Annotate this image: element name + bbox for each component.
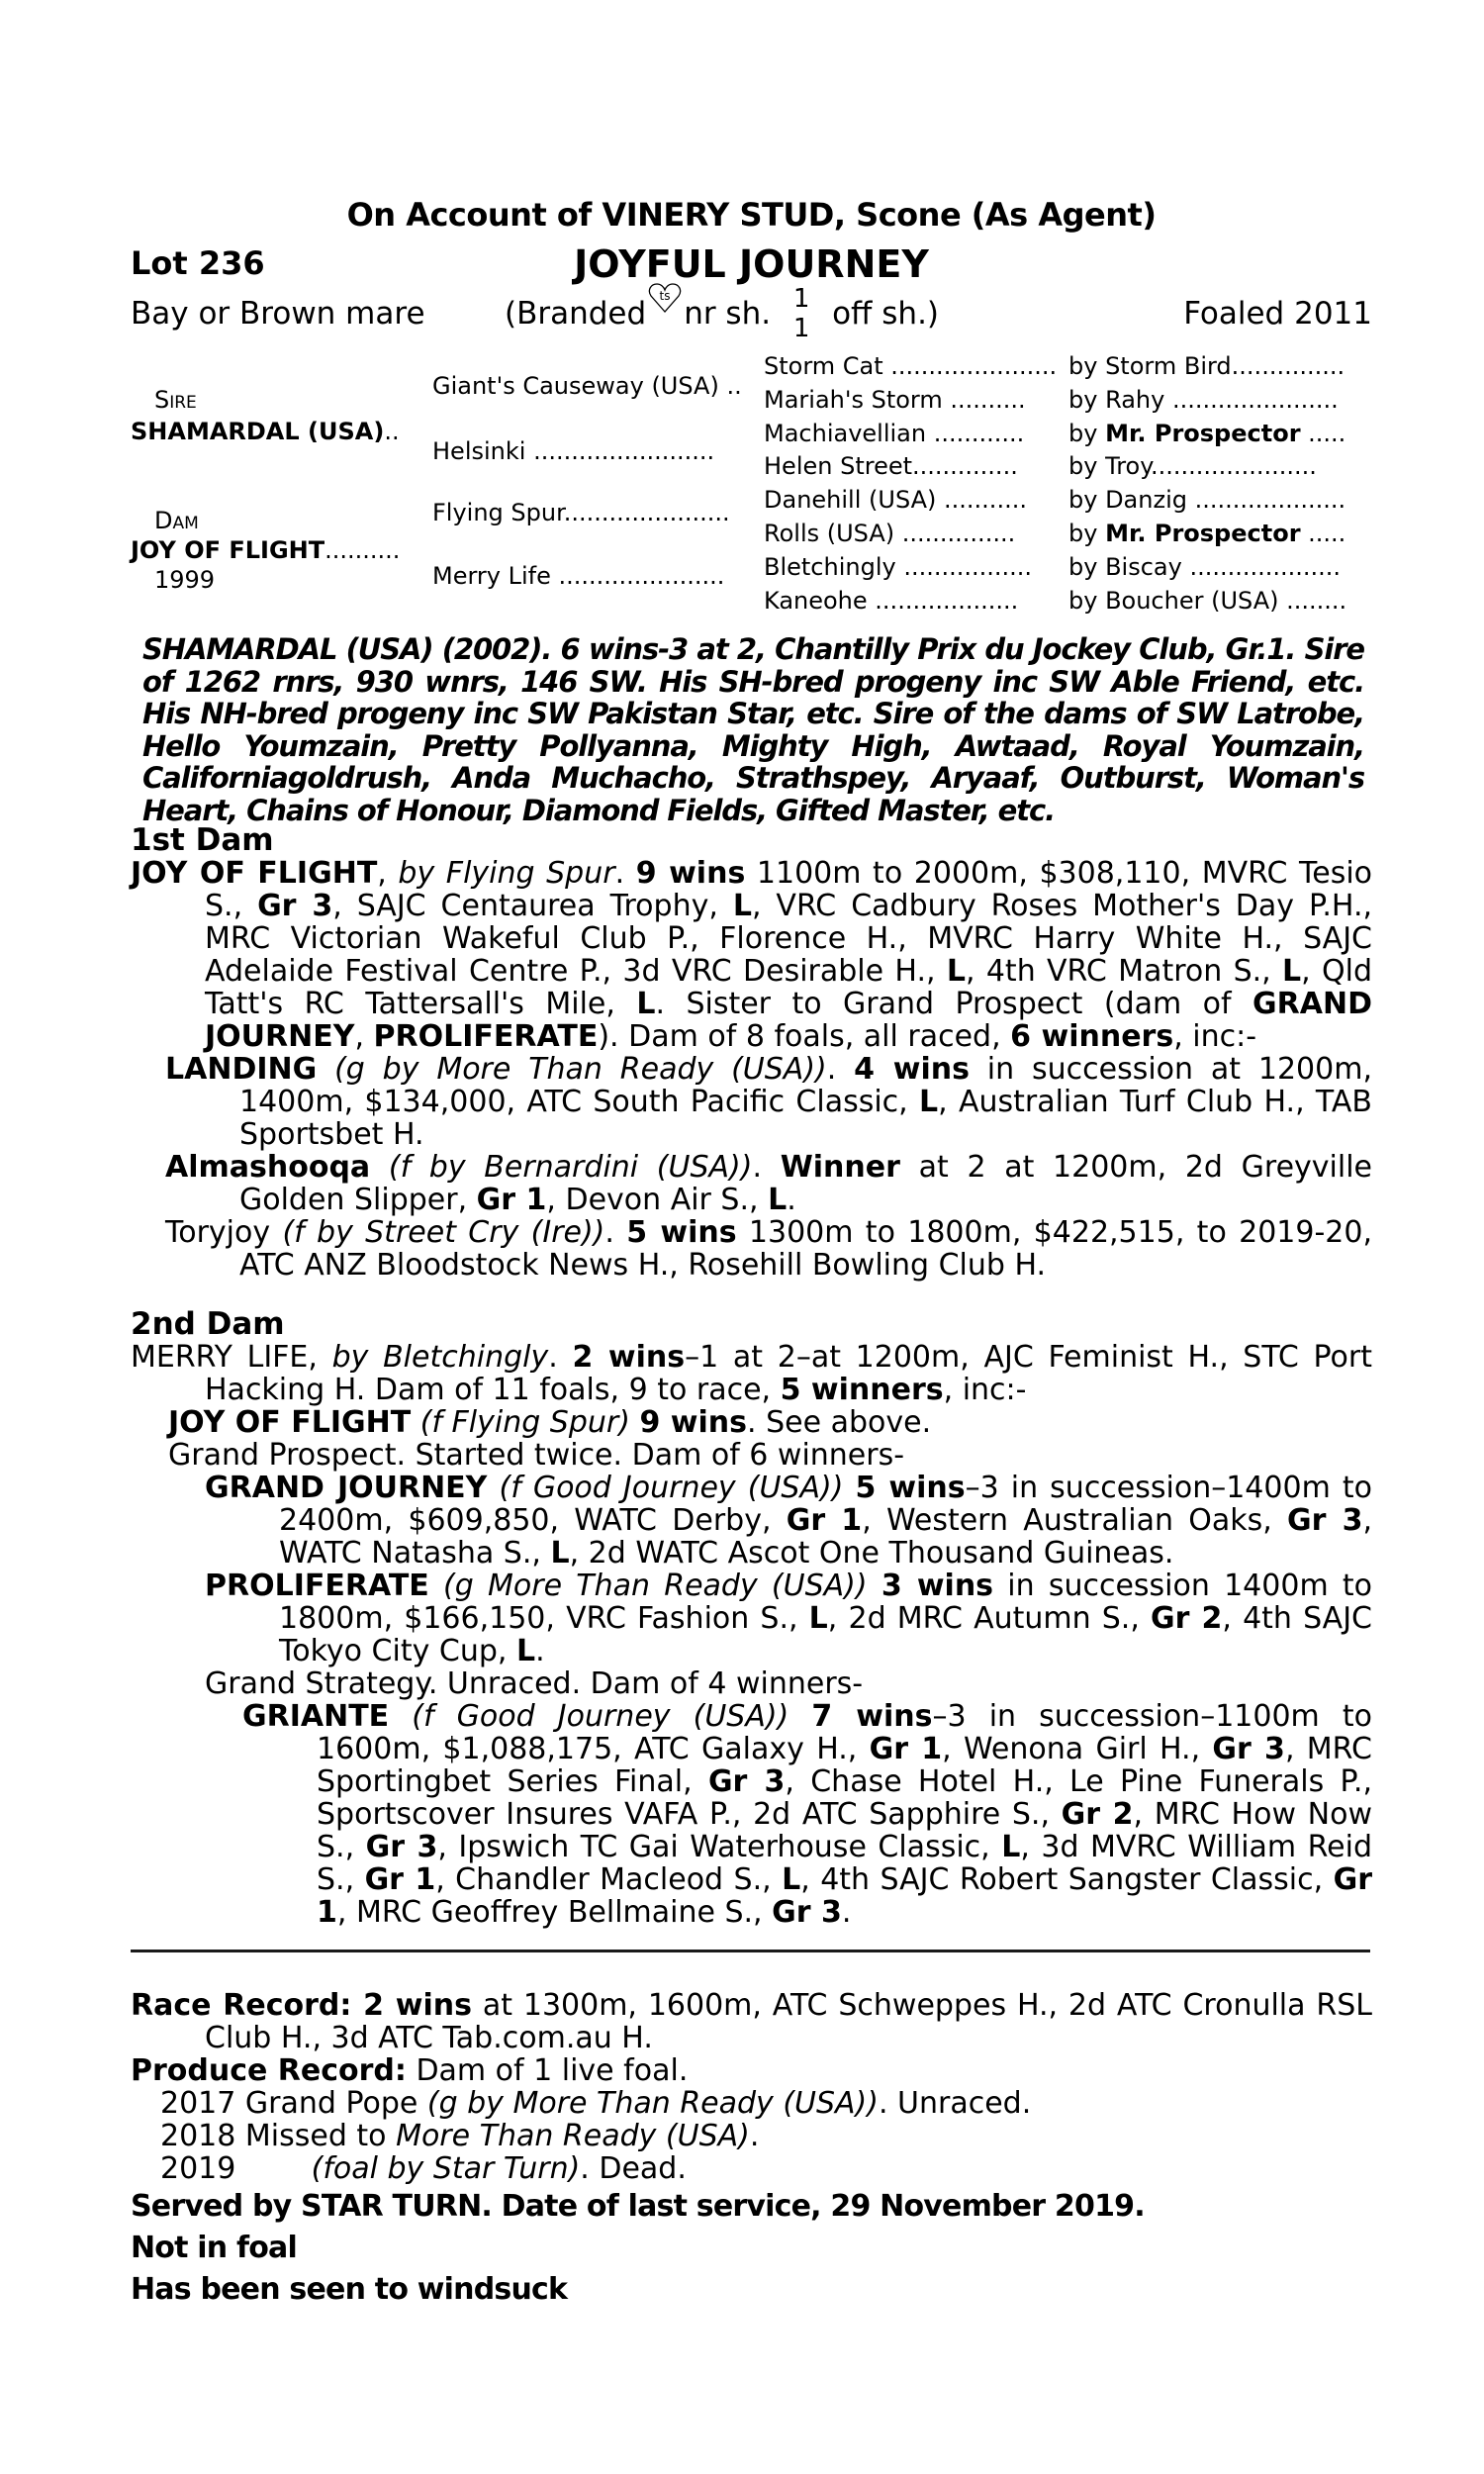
race-record: Race Record: 2 wins at 1300m, 1600m, ATC Schweppes H., 2d ATC Cronulla RSL Club H., 3d ATC Tab.com.au H. [131,1988,1372,2055]
service-info: Served by STAR TURN. Date of last service, 29 November 2019. [131,2189,1145,2224]
horse-description: Bay or Brown mare [131,296,425,332]
sire-summary: SHAMARDAL (USA) (2002). 6 wins-3 at 2, Chantilly Prix du Jockey Club, Gr.1. Sire of 1262 rnrs, 930 wnrs, 146 SW. His SH-bred progeny inc SW Able Friend, etc. His NH-bred progeny inc SW Pakistan Star, etc. Sire of the dams of SW Latrobe, Hello Youmzain, Pretty Pollyanna, Mighty High, Awtaad, Royal Youmzain, Californiagoldrush, Anda Muchacho, Strathspey, Aryaaf, Outburst, Woman's Heart, Chains of Honour, Diamond Fields, Gifted Master, etc. [142,632,1364,827]
produce-2019: 2019 (foal by Star Turn). Dead. [160,2151,687,2186]
brand-near-side: nr sh. [684,296,772,332]
great-grandparent: Bletchingly ................. [764,552,1033,581]
first-dam-heading: 1st Dam [131,822,274,858]
grandsire-sire: Giant's Causeway (USA) .. [432,372,742,400]
dam-year: 1999 [154,566,216,594]
great-grandparent: Storm Cat ...................... [764,352,1058,380]
second-dam-heading: 2nd Dam [131,1306,285,1342]
great-grandparent-sire: by Biscay .................... [1068,552,1342,581]
brand-info [505,284,940,343]
brand-symbol: ts [659,289,671,303]
lot-row [131,242,1372,288]
second-dam-grand-prospect: Grand Prospect. Started twice. Dam of 6 winners- [168,1438,905,1473]
great-grandparent: Helen Street.............. [764,452,1018,481]
great-grandparent-sire: by Rahy ...................... [1068,385,1339,414]
brand-heart-icon [648,282,682,312]
great-grandparent-sire: by Mr. Prospector ..... [1068,520,1346,547]
granddam-sire: Helsinki ........................ [432,437,715,465]
fraction-bottom: 1 [792,314,810,343]
great-grandparent-sire: by Danzig .................... [1068,486,1346,515]
produce-2017: 2017 Grand Pope (g by More Than Ready (USA)). Unraced. [160,2086,1032,2121]
great-grandparent-sire: by Storm Bird............... [1068,352,1345,380]
proliferate-record: PROLIFERATE (g More Than Ready (USA)) 3 wins in succession 1400m to 1800m, $166,150, VRC Fashion S., L, 2d MRC Autumn S., Gr 2, 4th SAJC Tokyo City Cup, L. [205,1569,1373,1668]
great-grandparent: Mariah's Storm .......... [764,385,1026,414]
great-grandparent-sire: by Mr. Prospector ..... [1068,419,1346,447]
brand-fraction [787,284,816,343]
second-dam-joy-of-flight: JOY OF FLIGHT (f Flying Spur) 9 wins. See above. [168,1405,932,1440]
grandsire-dam: Flying Spur...................... [432,499,730,526]
foal-status: Not in foal [131,2231,297,2265]
sire-label: Sire [154,386,197,414]
produce-record: Produce Record: Dam of 1 live foal. [131,2053,689,2088]
great-grandparent: Kaneohe ................... [764,586,1019,615]
description-row [131,284,1372,351]
sire-name: SHAMARDAL (USA).. [131,418,400,445]
first-dam-section [131,824,1372,1282]
great-grandparent: Danehill (USA) ........... [764,486,1027,515]
grand-strategy: Grand Strategy. Unraced. Dam of 4 winners- [205,1666,864,1701]
pedigree-table [131,352,1372,623]
fraction-top: 1 [792,284,810,314]
progeny-almashooqa: Almashooqa (f by Bernardini (USA)). Winner at 2 at 1200m, 2d Greyville Golden Slipper, Gr 1, Devon Air S., L. [165,1150,1372,1217]
foaled-year: Foaled 2011 [1183,296,1372,332]
first-dam-record: JOY OF FLIGHT, by Flying Spur. 9 wins 1100m to 2000m, $308,110, MVRC Tesio S., Gr 3, SAJC Centaurea Trophy, L, VRC Cadbury Roses Mother's Day P.H., MRC Victorian Wakeful Club P., Florence H., MVRC Harry White H., SAJC Adelaide Festival Centre P., 3d VRC Desirable H., L, 4th VRC Matron S., L, Qld Tatt's RC Tattersall's Mile, L. Sister to Grand Prospect (dam of GRAND JOURNEY, PROLIFERATE). Dam of 8 foals, all raced, 6 winners, inc:- [131,856,1373,1054]
progeny-landing: LANDING (g by More Than Ready (USA)). 4 wins in succession at 1200m, 1400m, $134,000, ATC South Pacific Classic, L, Australian Turf Club H., TAB Sportsbet H. [165,1052,1372,1152]
grand-journey-record: GRAND JOURNEY (f Good Journey (USA)) 5 wins–3 in succession–1400m to 2400m, $609,850, WATC Derby, Gr 1, Western Australian Oaks, Gr 3, WATC Natasha S., L, 2d WATC Ascot One Thousand Guineas. [205,1471,1372,1570]
great-grandparent: Rolls (USA) ............... [764,520,1016,547]
brand-prefix: (Branded [505,296,647,332]
dam-label: Dam [154,507,199,534]
great-grandparent-sire: by Troy...................... [1068,452,1317,481]
granddam-dam: Merry Life ...................... [432,562,725,590]
great-grandparent: Machiavellian ............ [764,419,1025,447]
progeny-toryjoy: Toryjoy (f by Street Cry (Ire)). 5 wins 1300m to 1800m, $422,515, to 2019-20, ATC ANZ Bloodstock News H., Rosehill Bowling Club H. [165,1215,1373,1283]
records-section [131,1989,1372,2185]
vendor-heading: On Account of VINERY STUD, Scone (As Agent) [346,196,1157,234]
second-dam-section [131,1308,1372,1929]
section-divider [131,1950,1370,1952]
brand-off-side: off sh.) [832,296,940,332]
horse-name: JOYFUL JOURNEY [574,242,929,286]
produce-2018: 2018 Missed to More Than Ready (USA). [160,2119,760,2153]
second-dam-record: MERRY LIFE, by Bletchingly. 2 wins–1 at 2–at 1200m, AJC Feminist H., STC Port Hacking H. Dam of 11 foals, 9 to race, 5 winners, inc:- [131,1340,1373,1407]
dam-name: JOY OF FLIGHT.......... [131,536,401,564]
great-grandparent-sire: by Boucher (USA) ........ [1068,586,1347,615]
lot-number: Lot 236 [131,244,265,282]
griante-record: GRIANTE (f Good Journey (USA)) 7 wins–3 in succession–1100m to 1600m, $1,088,175, ATC Galaxy H., Gr 1, Wenona Girl H., Gr 3, MRC Sportingbet Series Final, Gr 3, Chase Hotel H., Le Pine Funerals P., Sportscover Insures VAFA P., 2d ATC Sapphire S., Gr 2, MRC How Now S., Gr 3, Ipswich TC Gai Waterhouse Classic, L, 3d MVRC William Reid S., Gr 1, Chandler Macleod S., L, 4th SAJC Robert Sangster Classic, Gr 1, MRC Geoffrey Bellmaine S., Gr 3. [242,1699,1372,1930]
vice-note: Has been seen to windsuck [131,2272,568,2307]
